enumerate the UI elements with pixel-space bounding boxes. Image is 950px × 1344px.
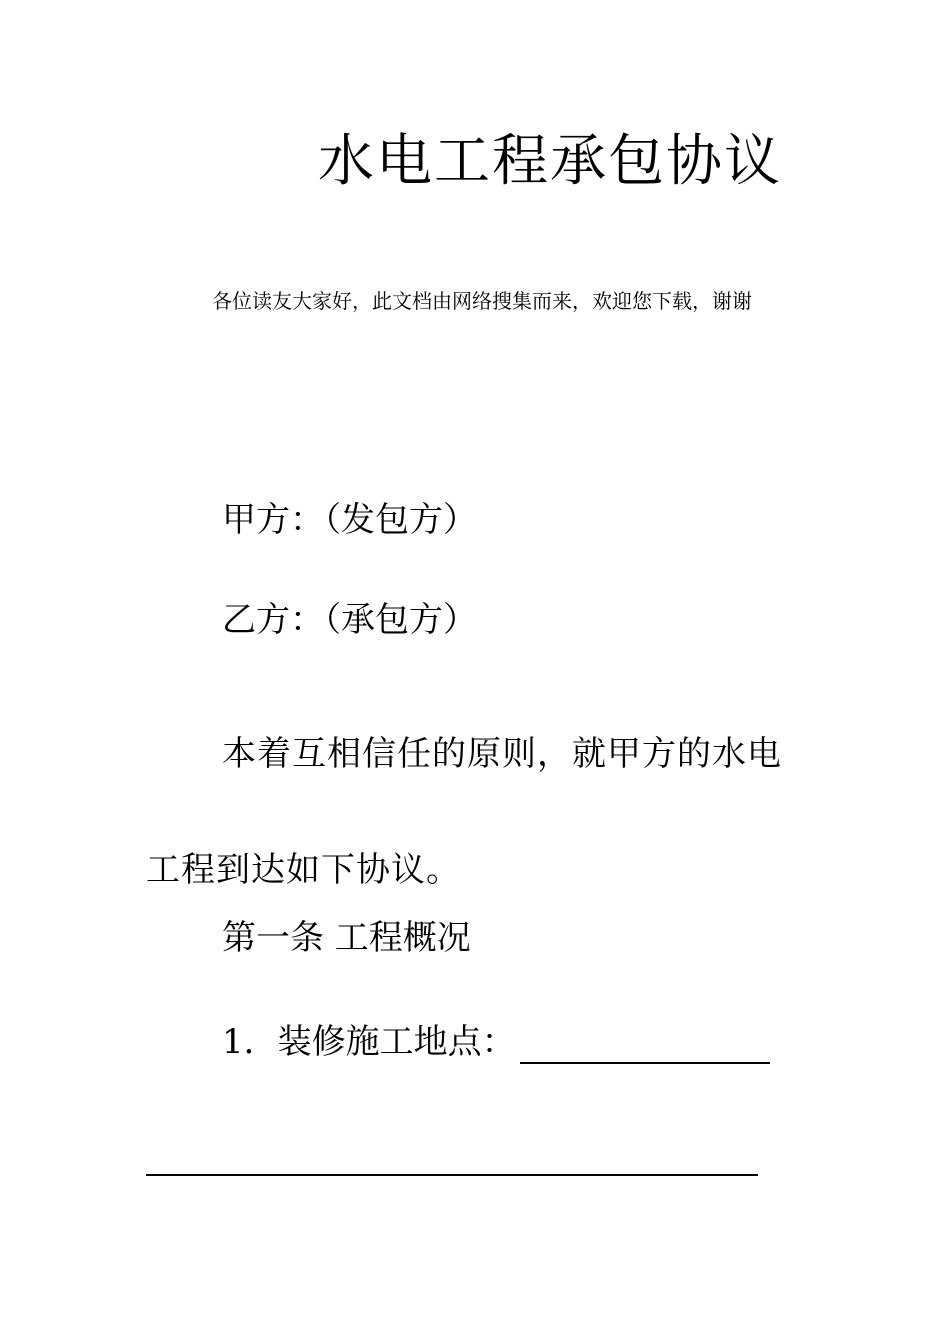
document-title: 水电工程承包协议 <box>318 129 782 194</box>
location-blank-field <box>520 1026 770 1064</box>
party-a-line: 甲方：（发包方） <box>222 500 477 540</box>
location-blank-line <box>146 1174 758 1176</box>
article-1-heading: 第一条 工程概况 <box>222 918 471 958</box>
agreement-paragraph: 本着互相信任的原则，就甲方的水电工程到达如下协议。 <box>146 734 782 890</box>
party-b-line: 乙方：（承包方） <box>222 600 477 640</box>
item-1-row <box>222 1020 770 1064</box>
item-1-label: 1．装修施工地点： <box>222 1022 516 1062</box>
intro-note: 各位读友大家好，此文档由网络搜集而来，欢迎您下载，谢谢 <box>212 289 752 313</box>
